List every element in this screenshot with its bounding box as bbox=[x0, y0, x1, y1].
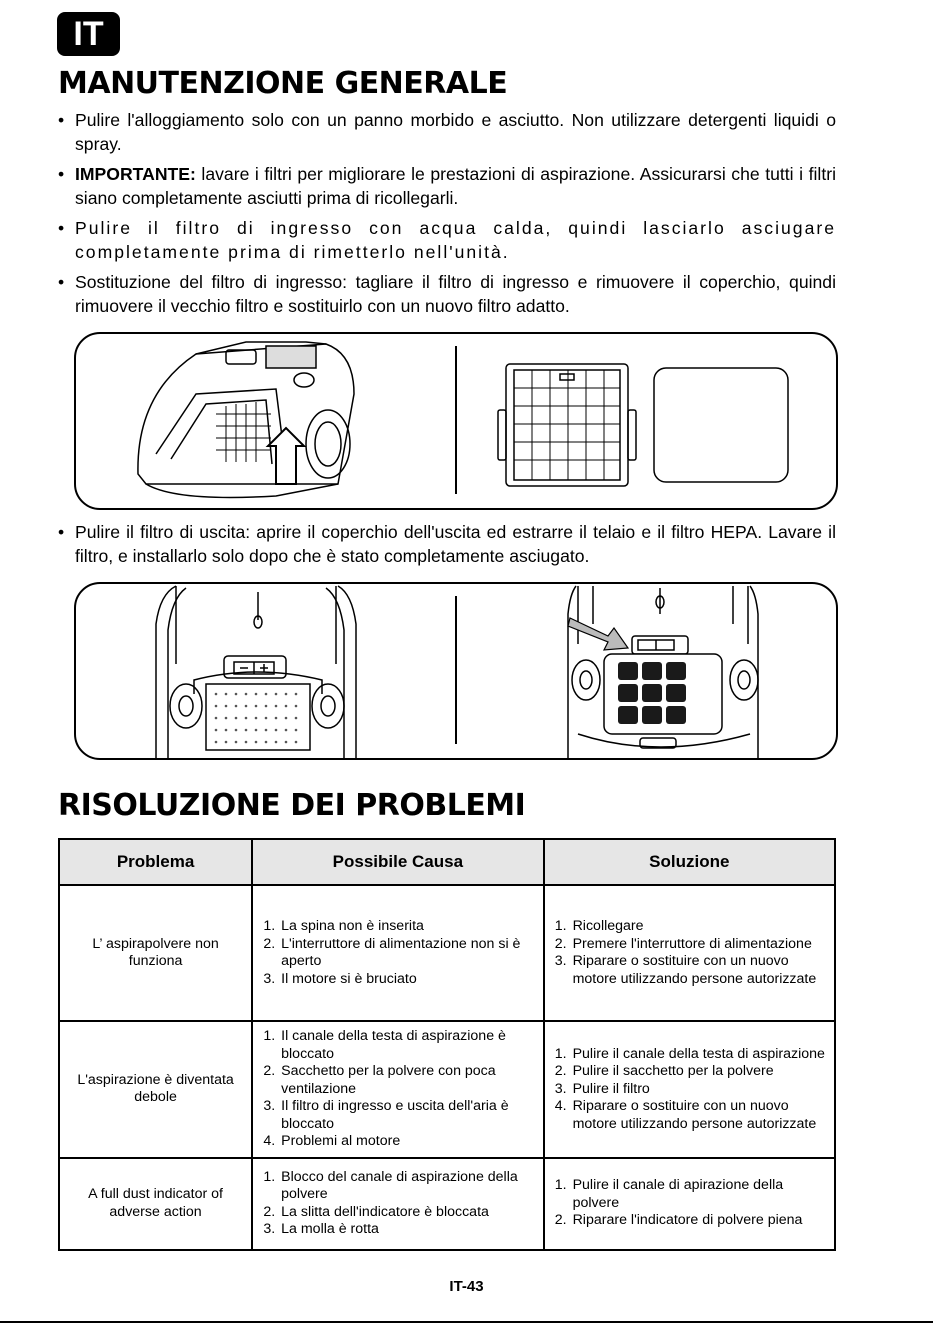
cause-item: 3. Il filtro di ingresso e uscita dell'aria è bloccato bbox=[279, 1098, 534, 1133]
solution-item: 1. Pulire il canale della testa di aspirazione bbox=[571, 1046, 826, 1064]
cause-cell bbox=[252, 1158, 543, 1250]
outlet-filter-bullet-list bbox=[58, 520, 836, 574]
cause-item: 1. Il canale della testa di aspirazione è bloccato bbox=[279, 1028, 534, 1063]
cause-item: 4. Problemi al motore bbox=[279, 1133, 534, 1151]
solution-item: 2. Pulire il sacchetto per la polvere bbox=[571, 1063, 826, 1081]
vacuum-rear-open-illustration bbox=[458, 584, 836, 758]
outlet-filter-figure bbox=[74, 582, 838, 760]
filter-and-pad-illustration bbox=[458, 334, 836, 508]
cause-cell bbox=[252, 1021, 543, 1158]
problem-cell: L’ aspirapolvere non funziona bbox=[59, 885, 252, 1021]
table-row bbox=[59, 885, 835, 1021]
bullet-inlet-filter-replace: • Sostituzione del filtro di ingresso: tagliare il filtro di ingresso e rimuovere il coperchio, quindi rimuovere il vecchio filtro e sostituirlo con un nuovo filtro adatto. bbox=[58, 270, 836, 318]
header-cause: Possibile Causa bbox=[252, 839, 543, 885]
cause-cell bbox=[252, 885, 543, 1021]
inlet-filter-figure bbox=[74, 332, 838, 510]
header-problem: Problema bbox=[59, 839, 252, 885]
solution-item: 1. Ricollegare bbox=[571, 918, 826, 936]
bullet-outlet-filter: • Pulire il filtro di uscita: aprire il coperchio dell'uscita ed estrarre il telaio e il filtro HEPA. Lavare il filtro, e installarlo solo dopo che è stato completamente asciugato. bbox=[58, 520, 836, 568]
figure-divider bbox=[455, 596, 457, 744]
important-label: IMPORTANTE: bbox=[75, 164, 196, 184]
problem-cell: L'aspirazione è diventata debole bbox=[59, 1021, 252, 1158]
cause-item: 3. La molla è rotta bbox=[279, 1221, 534, 1239]
bottom-rule bbox=[0, 1321, 933, 1323]
cause-item: 2. L'interruttore di alimentazione non si è aperto bbox=[279, 936, 534, 971]
cause-item: 2. Sacchetto per la polvere con poca ventilazione bbox=[279, 1063, 534, 1098]
bullet-important bbox=[58, 162, 836, 210]
troubleshooting-table bbox=[58, 838, 836, 1251]
cause-item: 2. La slitta dell'indicatore è bloccata bbox=[279, 1204, 534, 1222]
troubleshooting-title: RISOLUZIONE DEI PROBLEMI bbox=[58, 788, 526, 823]
figure-divider bbox=[455, 346, 457, 494]
language-badge: IT bbox=[57, 12, 120, 56]
solution-item: 1. Pulire il canale di apirazione della polvere bbox=[571, 1177, 826, 1212]
table-row bbox=[59, 1021, 835, 1158]
maintenance-bullet-list bbox=[58, 108, 836, 324]
bullet-inlet-filter-wash: • Pulire il filtro di ingresso con acqua calda, quindi lasciarlo asciugare completamente prima di rimetterlo nell'unità. bbox=[58, 216, 836, 264]
solution-item: 3. Riparare o sostituire con un nuovo motore utilizzando persone autorizzate bbox=[571, 953, 826, 988]
solution-item: 2. Premere l'interruttore di alimentazione bbox=[571, 936, 826, 954]
problem-cell: A full dust indicator of adverse action bbox=[59, 1158, 252, 1250]
solution-item: 4. Riparare o sostituire con un nuovo motore utilizzando persone autorizzate bbox=[571, 1098, 826, 1133]
vacuum-rear-closed-illustration bbox=[76, 584, 454, 758]
solution-item: 3. Pulire il filtro bbox=[571, 1081, 826, 1099]
cause-item: 3. Il motore si è bruciato bbox=[279, 971, 534, 989]
solution-cell bbox=[544, 885, 835, 1021]
vacuum-open-lid-illustration bbox=[76, 334, 454, 508]
table-header-row bbox=[59, 839, 835, 885]
maintenance-title: MANUTENZIONE GENERALE bbox=[58, 66, 508, 101]
solution-cell bbox=[544, 1021, 835, 1158]
cause-item: 1. La spina non è inserita bbox=[279, 918, 534, 936]
table-row bbox=[59, 1158, 835, 1250]
header-solution: Soluzione bbox=[544, 839, 835, 885]
solution-cell bbox=[544, 1158, 835, 1250]
cause-item: 1. Blocco del canale di aspirazione della polvere bbox=[279, 1169, 534, 1204]
bullet-housing: • Pulire l'alloggiamento solo con un panno morbido e asciutto. Non utilizzare detergenti liquidi o spray. bbox=[58, 108, 836, 156]
important-text: lavare i filtri per migliorare le prestazioni di aspirazione. Assicurarsi che tutti i filtri siano completamente asciutti prima di ricollegarli. bbox=[75, 164, 836, 208]
solution-item: 2. Riparare l'indicatore di polvere piena bbox=[571, 1212, 826, 1230]
page-number: IT-43 bbox=[449, 1278, 484, 1295]
